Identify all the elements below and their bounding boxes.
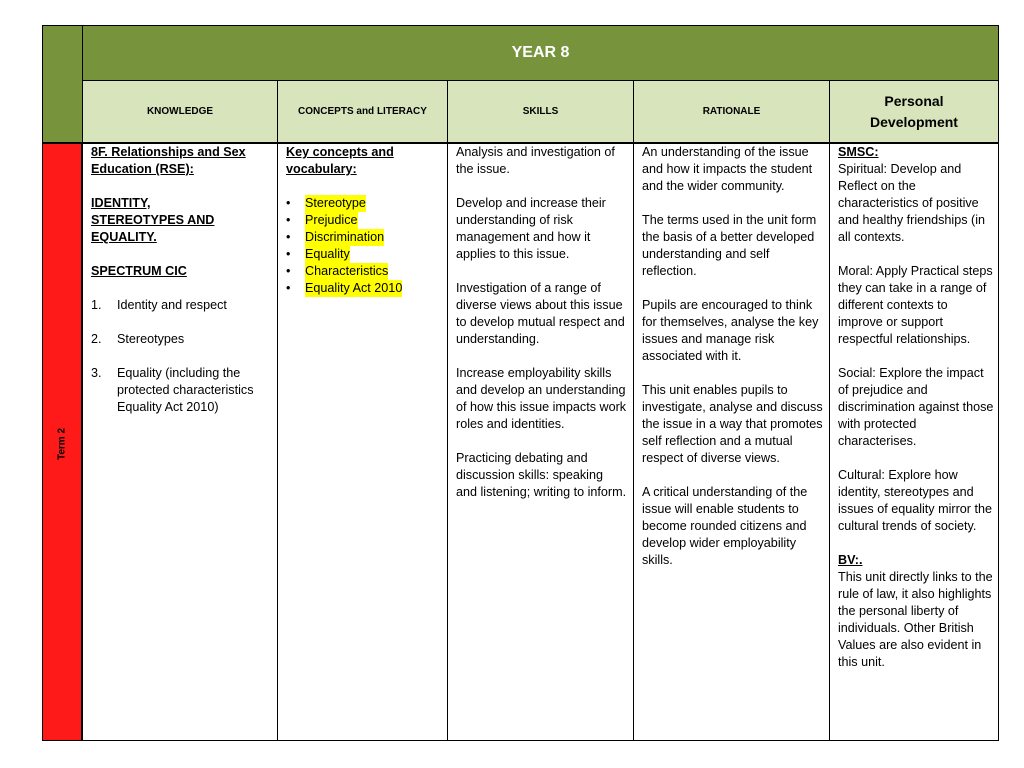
skills-paragraph: Analysis and investigation of the issue.: [456, 145, 615, 176]
header-personal-development: [829, 80, 999, 143]
header-concepts: CONCEPTS and LITERACY: [277, 80, 448, 143]
topic-line3: EQUALITY.: [91, 230, 157, 244]
item-number: 3.: [91, 366, 102, 380]
rationale-paragraph: A critical understanding of the issue will enable students to become rounded citizens and develop wider employability skills.: [642, 485, 808, 567]
list-item: [91, 297, 271, 314]
knowledge-heading-line1: 8F. Relationships and Sex: [91, 145, 246, 159]
rationale-paragraph: The terms used in the unit form the basis of a better developed understanding and self reflection.: [642, 213, 817, 278]
personal-development-cell: [829, 143, 999, 741]
bullet: •: [286, 247, 291, 261]
rationale-paragraph: An understanding of the issue and how it impacts the student and the wider community.: [642, 145, 813, 193]
header-personal-line2: Development: [870, 113, 958, 130]
smsc-paragraph: Spiritual: Develop and Reflect on the characteristics of positive and healthy friendships (in all contexts.: [838, 162, 986, 244]
left-corner-band: [42, 25, 82, 143]
knowledge-cell: [82, 143, 278, 741]
topic-line1: IDENTITY,: [91, 196, 151, 210]
concepts-heading-line2: vocabulary:: [286, 162, 357, 176]
skills-paragraph: Develop and increase their understanding of risk management and how it applies to this issue.: [456, 196, 606, 261]
term-label: Term 2: [56, 427, 68, 461]
curriculum-table: [42, 25, 999, 741]
skills-paragraph: Investigation of a range of diverse views about this issue to develop mutual respect and understanding.: [456, 281, 625, 346]
item-text: Stereotypes: [117, 332, 185, 346]
topic-line2: STEREOTYPES AND: [91, 213, 215, 227]
item-number: 1.: [91, 298, 102, 312]
item-number: 2.: [91, 332, 102, 346]
vocab-term: Equality Act 2010: [305, 281, 403, 295]
provider-name: SPECTRUM CIC: [91, 264, 187, 278]
rationale-cell: [633, 143, 830, 741]
header-personal-line1: Personal: [884, 92, 944, 109]
bullet: •: [286, 213, 291, 227]
rationale-paragraph: This unit enables pupils to investigate, analyse and discuss the issue in a way that promotes self reflection and a mutual respect of diverse views.: [642, 383, 823, 465]
concepts-cell: [277, 143, 448, 741]
knowledge-heading-line2: Education (RSE):: [91, 162, 194, 176]
vocab-item: [286, 229, 441, 246]
smsc-paragraph: Moral: Apply Practical steps they can take in a range of different contexts to improve or support respectful relationships.: [838, 264, 993, 346]
list-item: [91, 365, 271, 416]
knowledge-list: [91, 297, 271, 416]
smsc-heading: SMSC:: [838, 145, 879, 159]
header-skills: SKILLS: [447, 80, 634, 143]
vocab-term: Equality: [305, 247, 350, 261]
vocab-term: Characteristics: [305, 264, 389, 278]
item-text: Equality (including the protected characteristics Equality Act 2010): [117, 366, 254, 414]
header-rationale: RATIONALE: [633, 80, 830, 143]
skills-paragraph: Increase employability skills and develop an understanding of how this issue impacts work roles and identities.: [456, 366, 627, 431]
skills-cell: [447, 143, 634, 741]
list-item: [91, 331, 271, 348]
year-title: YEAR 8: [82, 25, 999, 80]
vocab-item: [286, 263, 441, 280]
bv-heading: BV:.: [838, 553, 863, 567]
bullet: •: [286, 264, 291, 278]
vocab-item: [286, 212, 441, 229]
vocab-term: Prejudice: [305, 213, 358, 227]
bullet: •: [286, 281, 291, 295]
vocabulary-list: [286, 195, 441, 297]
vocab-item: [286, 280, 441, 297]
bullet: •: [286, 196, 291, 210]
item-text: Identity and respect: [117, 298, 227, 312]
bullet: •: [286, 230, 291, 244]
vocab-term: Discrimination: [305, 230, 385, 244]
vocab-item: [286, 195, 441, 212]
vocab-item: [286, 246, 441, 263]
smsc-paragraph: Social: Explore the impact of prejudice and discrimination against those with protected characterises.: [838, 366, 994, 448]
skills-paragraph: Practicing debating and discussion skills: speaking and listening; writing to inform.: [456, 451, 627, 499]
vocab-term: Stereotype: [305, 196, 366, 210]
smsc-paragraph: Cultural: Explore how identity, stereotypes and issues of equality mirror the cultural trends of society.: [838, 468, 992, 533]
bv-paragraph: This unit directly links to the rule of law, it also highlights the personal liberty of individuals. Other British Values are also evident in this unit.: [838, 570, 993, 669]
term-band: [42, 143, 82, 741]
rationale-paragraph: Pupils are encouraged to think for themselves, analyse the key issues and manage risk associated with it.: [642, 298, 819, 363]
concepts-heading-line1: Key concepts and: [286, 145, 394, 159]
header-knowledge: KNOWLEDGE: [82, 80, 278, 143]
